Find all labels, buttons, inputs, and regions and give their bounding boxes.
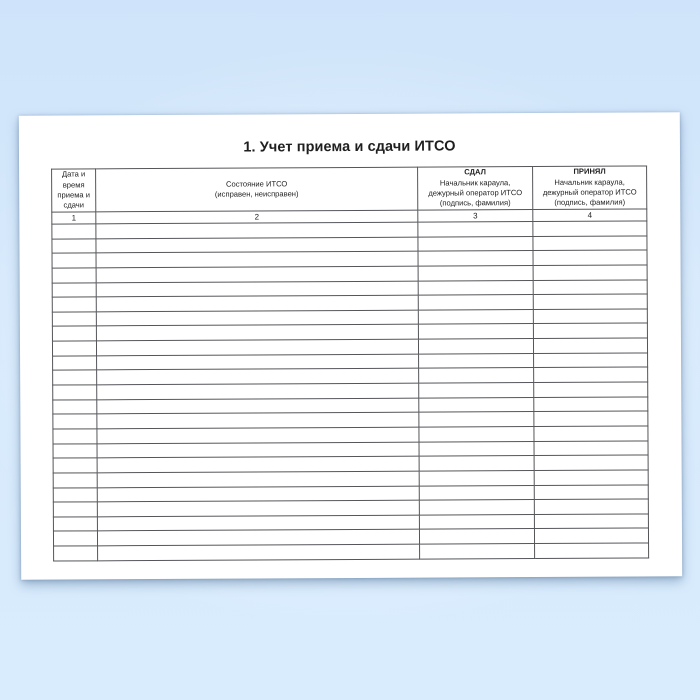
empty-cell bbox=[97, 500, 419, 516]
empty-cell bbox=[98, 544, 420, 560]
empty-cell bbox=[53, 458, 97, 473]
empty-cell bbox=[96, 222, 418, 238]
empty-cell bbox=[420, 544, 535, 559]
empty-cell bbox=[533, 323, 647, 338]
empty-cell bbox=[96, 310, 418, 326]
empty-cell bbox=[534, 411, 648, 426]
empty-cell bbox=[97, 383, 419, 399]
empty-cell bbox=[97, 398, 419, 414]
empty-cell bbox=[419, 485, 534, 500]
empty-cell bbox=[53, 429, 97, 444]
empty-cell bbox=[53, 370, 97, 385]
empty-cell bbox=[533, 221, 647, 236]
empty-cell bbox=[97, 456, 419, 472]
empty-cell bbox=[53, 531, 97, 546]
empty-cell bbox=[534, 499, 648, 514]
empty-cell bbox=[419, 427, 534, 442]
itso-log-table bbox=[51, 165, 649, 561]
header-line: (исправен, неисправен) bbox=[214, 189, 299, 199]
empty-cell bbox=[533, 309, 647, 324]
table-header-row bbox=[52, 166, 647, 212]
empty-cell bbox=[97, 427, 419, 443]
empty-cell bbox=[52, 253, 96, 268]
empty-cell bbox=[53, 385, 97, 400]
empty-cell bbox=[53, 400, 97, 415]
header-line: Начальник караула, bbox=[554, 177, 625, 187]
empty-cell bbox=[418, 265, 533, 280]
empty-cell bbox=[53, 356, 97, 371]
empty-cell bbox=[418, 236, 533, 251]
empty-cell bbox=[53, 502, 97, 517]
header-cell-itso-state bbox=[96, 167, 418, 212]
empty-cell bbox=[97, 354, 419, 370]
empty-cell bbox=[96, 325, 418, 341]
empty-cell bbox=[97, 442, 419, 458]
empty-cell bbox=[54, 546, 98, 561]
header-line: (подпись, фамилия) bbox=[554, 197, 626, 208]
empty-cell bbox=[53, 517, 97, 532]
empty-cell bbox=[534, 441, 648, 456]
empty-cell bbox=[96, 295, 418, 311]
empty-cell bbox=[533, 294, 647, 309]
header-line: (подпись, фамилия) bbox=[439, 198, 511, 208]
header-line: Дата и bbox=[61, 169, 86, 179]
empty-cell bbox=[418, 339, 533, 354]
empty-cell bbox=[533, 236, 647, 251]
empty-cell bbox=[97, 486, 419, 502]
empty-cell bbox=[52, 282, 96, 297]
empty-cell bbox=[534, 484, 648, 499]
table-empty-row bbox=[54, 543, 649, 561]
empty-cell bbox=[52, 268, 96, 283]
empty-cell bbox=[418, 295, 533, 310]
header-line: дежурный оператор ИТСО bbox=[542, 187, 637, 197]
column-number: 4 bbox=[533, 209, 647, 222]
column-number: 1 bbox=[52, 212, 96, 224]
empty-cell bbox=[418, 222, 533, 237]
empty-cell bbox=[97, 515, 419, 531]
header-line: дежурный оператор ИТСО bbox=[428, 188, 523, 198]
header-line: Начальник караула, bbox=[439, 177, 511, 188]
empty-cell bbox=[52, 224, 96, 239]
header-line: время bbox=[62, 180, 85, 190]
empty-cell bbox=[419, 353, 534, 368]
empty-cell bbox=[534, 367, 648, 382]
header-line: приема и bbox=[57, 190, 91, 200]
empty-cell bbox=[419, 397, 534, 412]
empty-cell bbox=[419, 500, 534, 515]
empty-cell bbox=[97, 471, 419, 487]
header-line: Состояние ИТСО bbox=[225, 179, 288, 189]
empty-cell bbox=[96, 237, 418, 253]
empty-cell bbox=[53, 487, 97, 502]
header-title: СДАЛ bbox=[464, 167, 486, 177]
document-page bbox=[19, 112, 682, 579]
empty-cell bbox=[534, 353, 648, 368]
empty-cell bbox=[534, 382, 648, 397]
empty-cell bbox=[534, 514, 648, 529]
empty-cell bbox=[419, 470, 534, 485]
empty-cell bbox=[418, 280, 533, 295]
empty-cell bbox=[418, 251, 533, 266]
empty-cell bbox=[97, 369, 419, 385]
empty-cell bbox=[419, 383, 534, 398]
empty-cell bbox=[96, 251, 418, 267]
empty-cell bbox=[418, 324, 533, 339]
column-number: 2 bbox=[96, 210, 418, 224]
header-cell-datetime bbox=[52, 169, 96, 212]
empty-cell bbox=[419, 412, 534, 427]
empty-cell bbox=[96, 281, 418, 297]
empty-cell bbox=[419, 514, 534, 529]
header-cell-handed-over bbox=[418, 167, 533, 211]
empty-cell bbox=[533, 338, 647, 353]
header-line: сдачи bbox=[63, 200, 85, 210]
page-title: 1. Учет приема и сдачи ИТСО bbox=[243, 138, 456, 156]
empty-cell bbox=[419, 529, 534, 544]
empty-cell bbox=[534, 528, 648, 543]
empty-cell bbox=[534, 397, 648, 412]
empty-cell bbox=[419, 456, 534, 471]
empty-cell bbox=[534, 426, 648, 441]
empty-cell bbox=[52, 326, 96, 341]
empty-cell bbox=[533, 265, 647, 280]
empty-cell bbox=[52, 297, 96, 312]
empty-cell bbox=[96, 339, 418, 355]
empty-cell bbox=[96, 266, 418, 282]
empty-cell bbox=[53, 414, 97, 429]
empty-cell bbox=[97, 412, 419, 428]
header-title: ПРИНЯЛ bbox=[573, 167, 606, 177]
empty-cell bbox=[533, 280, 647, 295]
empty-cell bbox=[534, 455, 648, 470]
header-cell-received bbox=[533, 166, 647, 210]
empty-cell bbox=[533, 250, 647, 265]
empty-cell bbox=[534, 470, 648, 485]
empty-cell bbox=[535, 543, 649, 558]
column-number: 3 bbox=[418, 210, 533, 223]
empty-cell bbox=[419, 368, 534, 383]
empty-cell bbox=[97, 530, 419, 546]
empty-cell bbox=[52, 238, 96, 253]
empty-cell bbox=[53, 473, 97, 488]
empty-cell bbox=[53, 443, 97, 458]
blank-rows-body bbox=[52, 221, 649, 561]
empty-cell bbox=[419, 441, 534, 456]
empty-cell bbox=[52, 312, 96, 327]
empty-cell bbox=[418, 309, 533, 324]
empty-cell bbox=[52, 341, 96, 356]
